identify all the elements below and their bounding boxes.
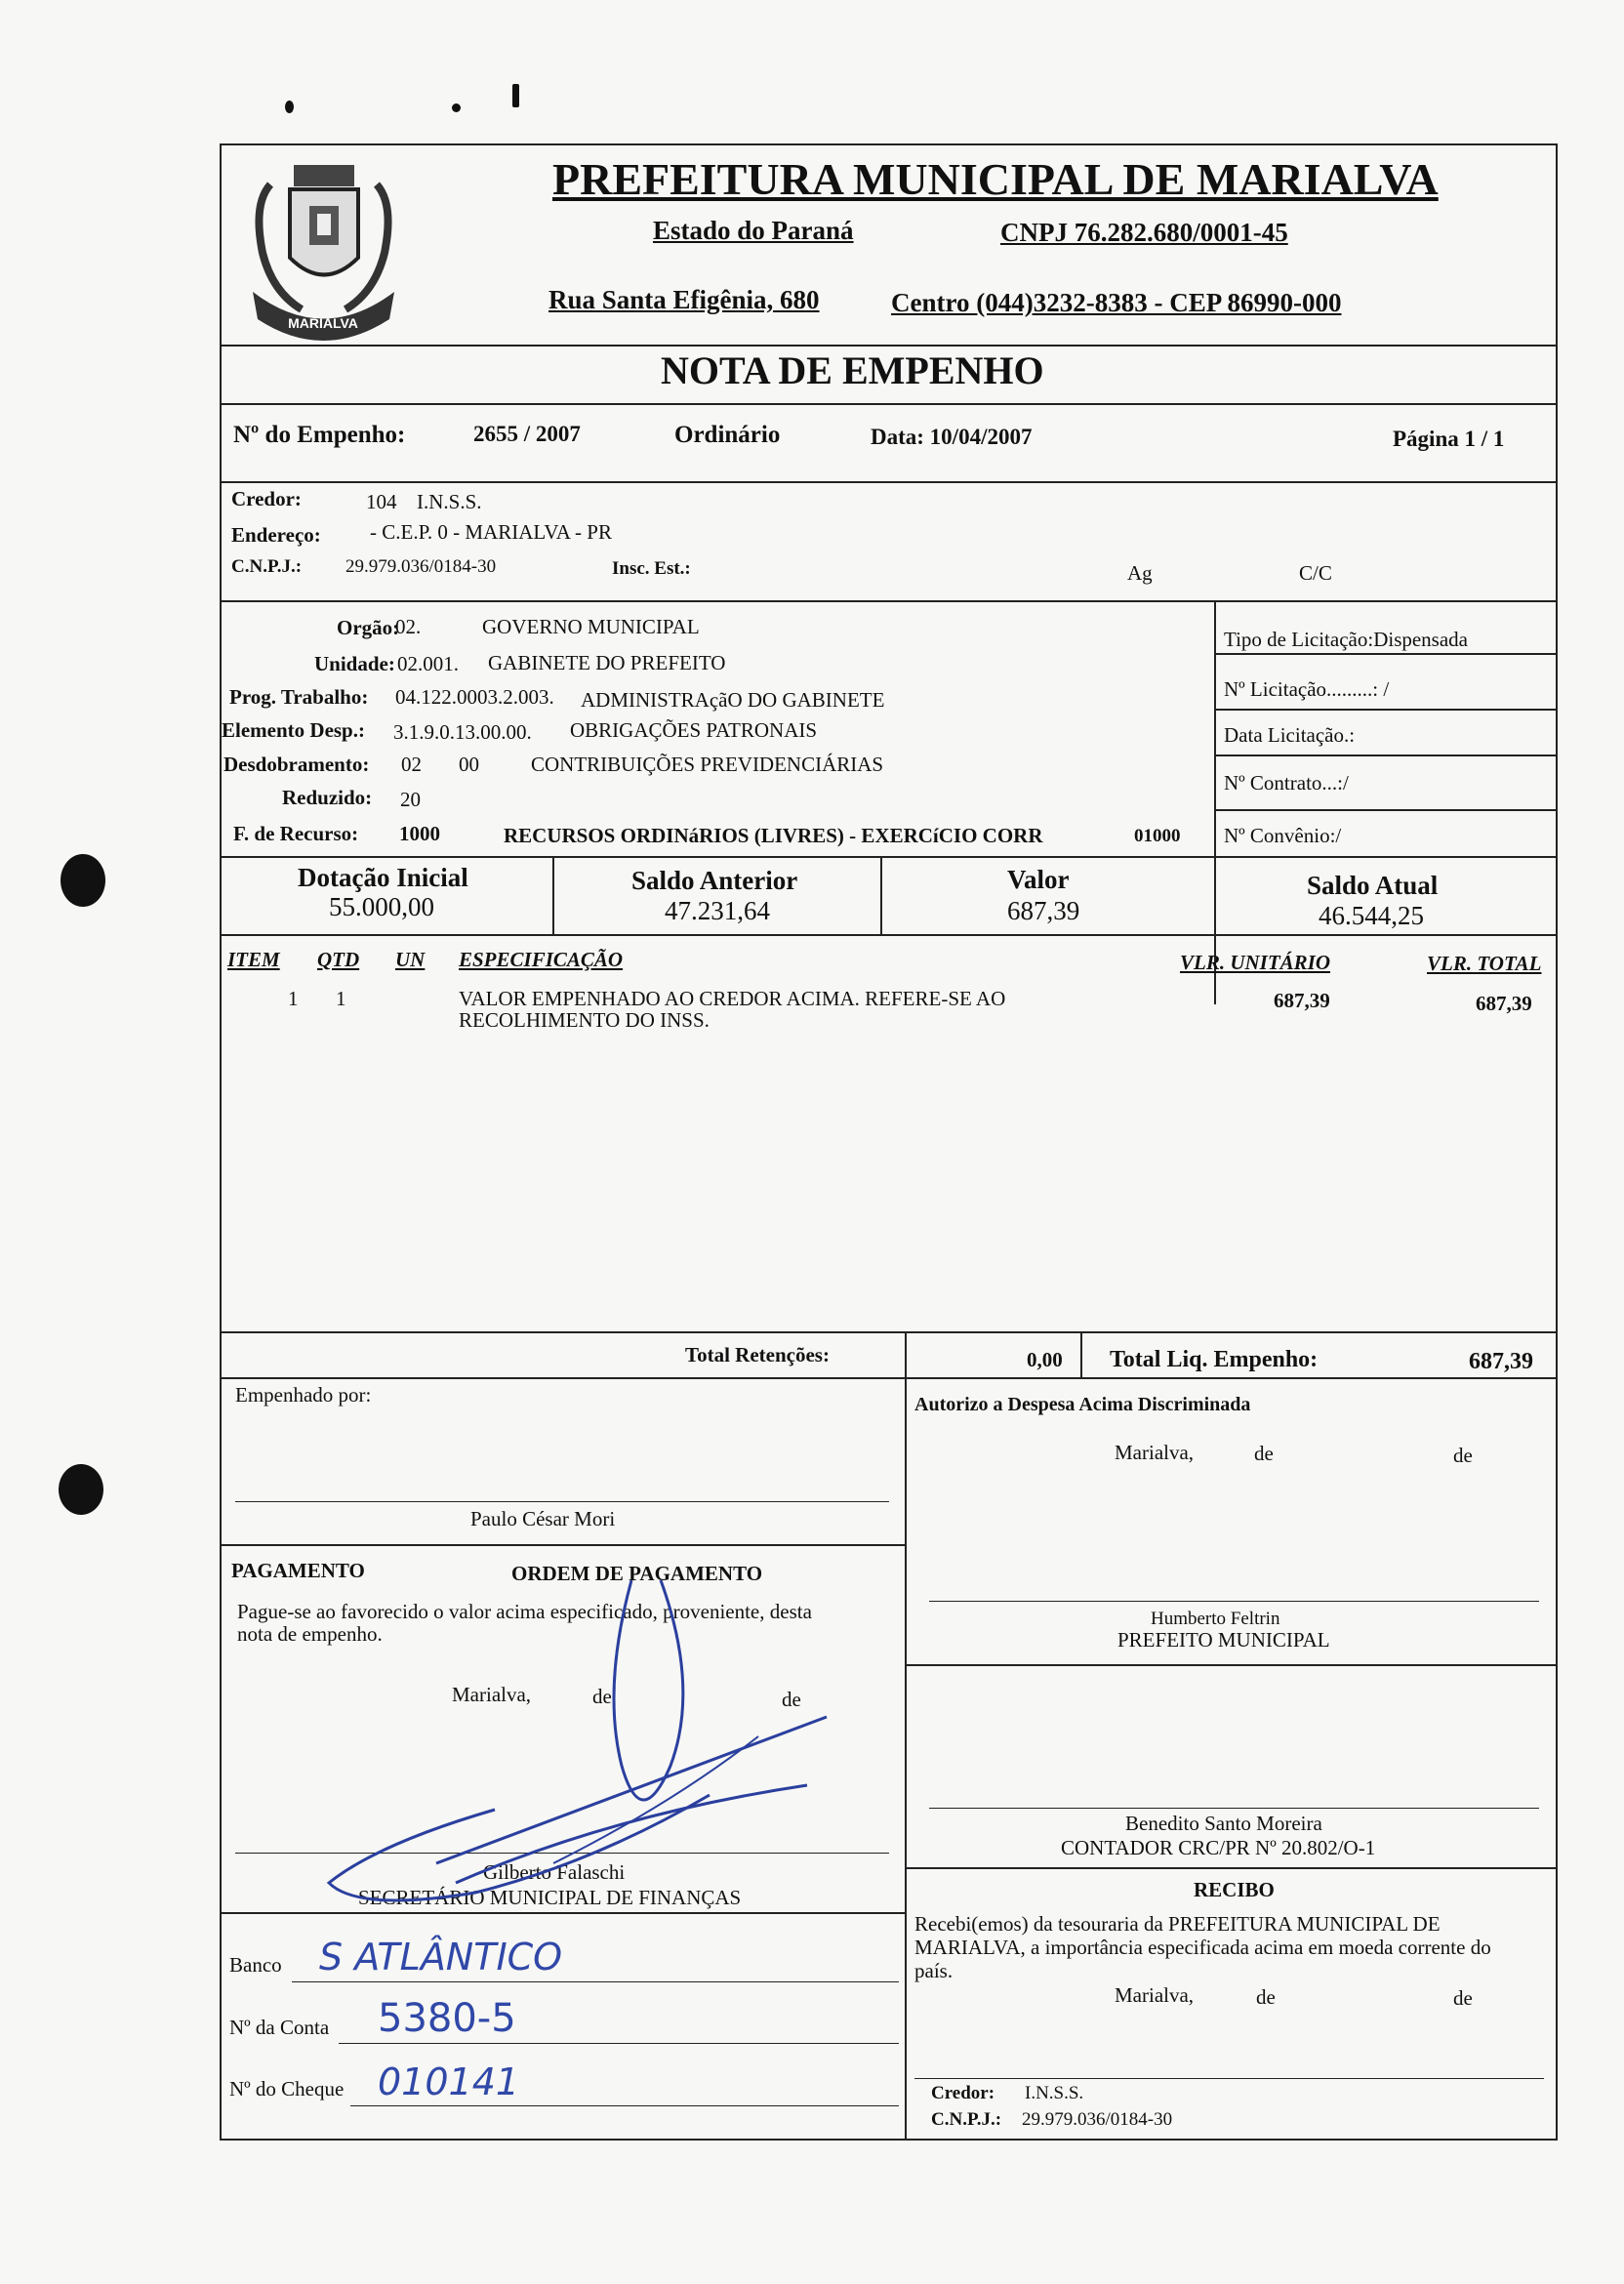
total-retencoes-label: Total Retenções: — [685, 1343, 830, 1366]
elemento-desp-label: Elemento Desp.: — [222, 718, 365, 742]
pagamento-text-1: Pague-se ao favorecido o valor acima especificado, proveniente, desta — [237, 1600, 812, 1623]
empenho-type: Ordinário — [674, 422, 781, 448]
orgao-name: GOVERNO MUNICIPAL — [482, 615, 700, 638]
unidade-code: 02.001. — [397, 652, 459, 675]
dotacao-inicial-value: 55.000,00 — [329, 892, 434, 921]
pagamento-text-2: nota de empenho. — [237, 1622, 383, 1646]
account-label: C/C — [1299, 561, 1332, 585]
empenhado-por-label: Empenhado por: — [235, 1383, 372, 1407]
empenho-number: 2655 / 2007 — [473, 422, 581, 446]
scan-mark — [285, 101, 294, 113]
recibo-credor-label: Credor: — [931, 2083, 995, 2103]
municipality-cnpj: CNPJ 76.282.680/0001-45 — [1000, 218, 1288, 247]
conta-label: Nº da Conta — [229, 2016, 330, 2039]
handwritten-signature — [300, 1570, 846, 1922]
item-qtd: 1 — [336, 987, 346, 1010]
state-name: Estado do Paraná — [653, 216, 854, 245]
contador-name: Benedito Santo Moreira — [1125, 1812, 1322, 1835]
item-number: 1 — [288, 987, 299, 1010]
recibo-de-1: de — [1256, 1985, 1276, 2009]
valor-label: Valor — [1007, 865, 1070, 894]
scan-mark — [452, 103, 461, 112]
item-unit-value: 687,39 — [1274, 989, 1330, 1012]
dotacao-inicial-label: Dotação Inicial — [298, 863, 468, 892]
punch-hole-top — [61, 854, 105, 907]
col-vlr-total: VLR. TOTAL — [1427, 952, 1542, 975]
prefeito-title: PREFEITO MUNICIPAL — [1117, 1628, 1330, 1652]
saldo-atual-label: Saldo Atual — [1307, 871, 1439, 900]
item-total-value: 687,39 — [1476, 992, 1532, 1015]
document-title: NOTA DE EMPENHO — [661, 348, 1044, 392]
municipality-title: PREFEITURA MUNICIPAL DE MARIALVA — [552, 154, 1439, 204]
numero-licitacao: Nº Licitação.........: / — [1224, 677, 1390, 701]
recibo-cnpj-label: C.N.P.J.: — [931, 2109, 1002, 2130]
credor-label: Credor: — [231, 487, 302, 510]
total-liq-label: Total Liq. Empenho: — [1110, 1347, 1319, 1372]
secretario-name: Gilberto Falaschi — [483, 1860, 626, 1884]
reduzido-label: Reduzido: — [282, 786, 373, 809]
elemento-desp-name: OBRIGAÇÕES PATRONAIS — [570, 718, 818, 742]
agency-label: Ag — [1127, 561, 1153, 585]
banco-value: S ATLÂNTICO — [319, 1936, 563, 1978]
saldo-anterior-value: 47.231,64 — [665, 896, 770, 925]
elemento-desp-code: 3.1.9.0.13.00.00. — [393, 720, 532, 744]
cheque-label: Nº do Cheque — [229, 2077, 345, 2100]
credor-code: 104 — [366, 490, 397, 513]
total-liq-value: 687,39 — [1469, 1349, 1533, 1374]
autorizo-label: Autorizo a Despesa Acima Discriminada — [914, 1394, 1251, 1415]
district-phone-cep: Centro (044)3232-8383 - CEP 86990-000 — [891, 288, 1342, 317]
conta-value: 5380-5 — [378, 1996, 516, 2041]
data-licitacao: Data Licitação.: — [1224, 723, 1356, 747]
reduzido-code: 20 — [400, 788, 421, 811]
recibo-de-2: de — [1453, 1986, 1473, 2010]
empenhado-por-name: Paulo César Mori — [470, 1507, 616, 1530]
recibo-credor-value: I.N.S.S. — [1025, 2083, 1084, 2103]
street-address: Rua Santa Efigênia, 680 — [548, 285, 820, 314]
empenho-date: Data: 10/04/2007 — [871, 425, 1033, 449]
autorizo-place: Marialva, — [1115, 1441, 1195, 1464]
secretario-title: SECRETÁRIO MUNICIPAL DE FINANÇAS — [358, 1886, 742, 1909]
recibo-place: Marialva, — [1115, 1983, 1195, 2007]
fonte-recurso-subcode: 01000 — [1134, 826, 1181, 846]
ordem-pagamento-label: ORDEM DE PAGAMENTO — [511, 1562, 763, 1585]
pagamento-de-1: de — [592, 1685, 612, 1708]
pagamento-de-2: de — [782, 1688, 801, 1711]
page-number: Página 1 / 1 — [1393, 427, 1505, 451]
unidade-name: GABINETE DO PREFEITO — [488, 651, 726, 674]
unidade-label: Unidade: — [314, 652, 395, 675]
scan-mark — [512, 84, 519, 107]
insc-est-label: Insc. Est.: — [612, 558, 691, 579]
col-especificacao: ESPECIFICAÇÃO — [459, 948, 624, 971]
nota-de-empenho-form — [220, 143, 1558, 2141]
col-vlr-unitario: VLR. UNITÁRIO — [1180, 951, 1331, 974]
recibo-line-3: país. — [914, 1959, 954, 1982]
item-spec-line-2: RECOLHIMENTO DO INSS. — [459, 1008, 710, 1032]
valor-value: 687,39 — [1007, 896, 1080, 925]
credor-name: I.N.S.S. — [417, 490, 482, 513]
pagamento-place: Marialva, — [452, 1683, 532, 1706]
fonte-recurso-code: 1000 — [399, 822, 440, 845]
desdobramento-code-1: 02 — [401, 753, 422, 776]
desdobramento-label: Desdobramento: — [223, 753, 370, 776]
crest-banner-text: MARIALVA — [288, 315, 358, 331]
col-un: UN — [395, 948, 426, 971]
saldo-atual-value: 46.544,25 — [1319, 901, 1424, 930]
desdobramento-code-2: 00 — [459, 753, 479, 776]
recibo-line-1: Recebi(emos) da tesouraria da PREFEITURA MUNICIPAL DE — [914, 1912, 1441, 1936]
fonte-recurso-name: RECURSOS ORDINáRIOS (LIVRES) - EXERCíCIO CORR — [504, 824, 1043, 847]
cnpj-label: C.N.P.J.: — [231, 556, 303, 577]
numero-contrato: Nº Contrato...:/ — [1224, 771, 1349, 795]
saldo-anterior-label: Saldo Anterior — [631, 866, 798, 895]
address-label: Endereço: — [231, 523, 321, 547]
recibo-line-2: MARIALVA, a importância especificada acima em moeda corrente do — [914, 1936, 1491, 1959]
empenho-number-label: Nº do Empenho: — [233, 422, 406, 448]
credor-cnpj: 29.979.036/0184-30 — [345, 556, 497, 577]
desdobramento-name: CONTRIBUIÇÕES PREVIDENCIÁRIAS — [531, 753, 884, 776]
col-qtd: QTD — [317, 948, 360, 971]
recibo-title: RECIBO — [1194, 1878, 1275, 1901]
cheque-value: 010141 — [378, 2060, 520, 2103]
banco-label: Banco — [229, 1953, 282, 1977]
numero-convenio: Nº Convênio:/ — [1224, 824, 1342, 847]
prog-trabalho-code: 04.122.0003.2.003. — [395, 685, 554, 709]
credor-address: - C.E.P. 0 - MARIALVA - PR — [370, 520, 612, 544]
tipo-licitacao: Tipo de Licitação:Dispensada — [1224, 628, 1469, 651]
fonte-recurso-label: F. de Recurso: — [233, 822, 359, 845]
punch-hole-bottom — [59, 1464, 103, 1515]
prefeito-name: Humberto Feltrin — [1151, 1609, 1280, 1629]
prog-trabalho-label: Prog. Trabalho: — [229, 685, 369, 709]
pagamento-label: PAGAMENTO — [231, 1559, 365, 1582]
autorizo-de-1: de — [1254, 1442, 1274, 1465]
autorizo-de-2: de — [1453, 1444, 1473, 1467]
total-retencoes-value: 0,00 — [1027, 1348, 1063, 1371]
orgao-label: Orgão: — [337, 616, 400, 639]
municipal-crest-logo — [233, 145, 414, 341]
orgao-code: 02. — [395, 615, 422, 638]
item-spec-line-1: VALOR EMPENHADO AO CREDOR ACIMA. REFERE-SE AO — [459, 987, 1006, 1010]
prog-trabalho-name: ADMINISTRAçãO DO GABINETE — [581, 688, 885, 712]
recibo-cnpj-value: 29.979.036/0184-30 — [1022, 2109, 1173, 2130]
col-item: ITEM — [227, 948, 280, 971]
contador-title: CONTADOR CRC/PR Nº 20.802/O-1 — [1061, 1836, 1376, 1859]
